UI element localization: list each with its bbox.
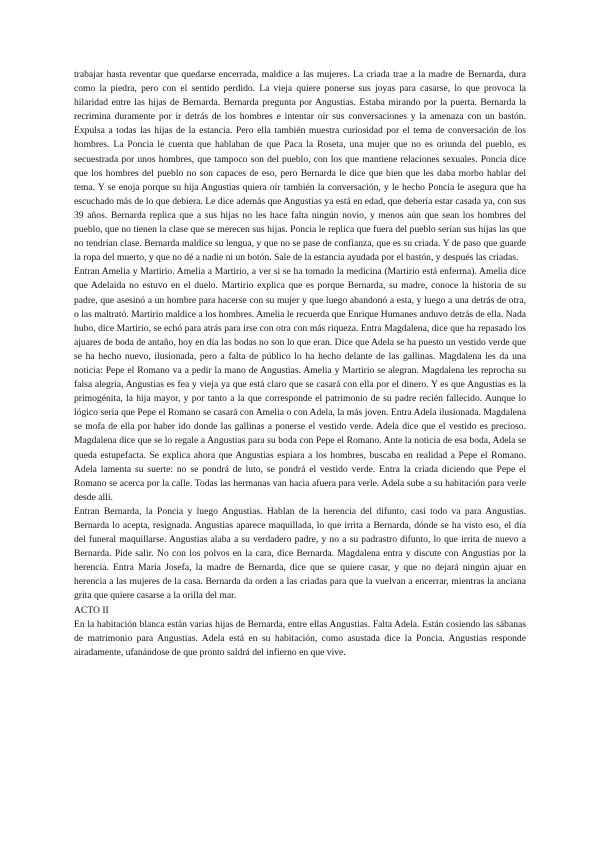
- document-body: [74, 68, 526, 660]
- paragraph-1: trabajar hasta reventar que quedarse encerrada, maldice a las mujeres. La criada trae a la madre de Bernarda, dura como la piedra, pero con el sentido perdido. La vieja quiere ponerse sus joyas para casarse, lo que provoca la hilaridad entre las hijas de Bernarda. Bernarda pregunta por Angustias. Estaba mirando por la puerta. Bernarda la recrimina duramente por ir detrás de los hombres e intentar oír sus conversaciones y la amenaza con un bastón. Expulsa a todas las hijas de la estancia. Pero ella también muestra curiosidad por el tema de conversación de los hombres. La Poncia le cuenta que hablaban de que Paca la Roseta, una mujer que no es oriunda del pueblo, es secuestrada por unos hombres, que tampoco son del pueblo, con los que mantiene relaciones sexuales. Poncia dice que los hombres del pueblo no son capaces de eso, pero Bernarda le dice que bien que les daba morbo hablar del tema. Y se enoja porque su hija Angustias quiera oír también la conversación, y le hecho Poncia le asegura que ha escuchado más de lo que debiera. Le dice además que Angustias ya está en edad, que debería estar casada ya, con sus 39 años. Bernarda replica que a sus hijas no les hace falta ningún novio, y menos aún que sean los hombres del pueblo, que no tienen la clase que se merecen sus hijas. Poncia le replica que fuera del pueblo serían sus hijas las que no tendrían clase. Bernarda maldice su lengua, y que no se pase de confianza, que es su criada. Y de paso que guarde la ropa del muerto, y que no dé a nadie ni un botón. Sale de la estancia ayudada por el bastón, y después las criadas.: [74, 69, 526, 264]
- paragraph-2: Entran Amelia y Martirio. Amelia a Martirio, a ver si se ha tomado la medicina (Martirio está enferma). Amelia dice que Adelaida no estuvo en el duelo. Martirio explica que es porque Bernarda, su madre, conoce la historia de su padre, que asesinó a un hombre para hacerse con su mujer y que luego abandonó a esta, y luego a una detrás de otra, o las maltrató. Martirio maldice a los hombres. Amelia le recuerda que Enrique Humanes anduvo detrás de ella. Nada hubo, dice Martirio, se echó para atrás para irse con otra con más riqueza. Entra Magdalena, dice que ha repasado los ajuares de boda de antaño, hoy en día las bodas no son lo que eran. Dice que Adela se ha puesto un vestido verde que se ha hecho nuevo, ilusionada, pero a falta de público lo ha hecho delante de las gallinas. Magdalena les da una noticia: Pepe el Romano va a pedir la mano de Angustias. Amelia y Martirio se alegran. Magdalena les reprocha su falsa alegría, Angustias es fea y vieja ya que está claro que se casará con ella por el dinero. Y es que Angustias es la primogénita, la hija mayor, y por tanto a la que corresponde el patrimonio de su padre recién fallecido. Aunque lo lógico sería que Pepe el Romano se casará con Amelia o con Adela, la más joven. Entra Adela ilusionada. Magdalena se mofa de ella por haber ido donde las gallinas a ponerse el vestido verde. Adela dice que el vestido es precioso. Magdalena dice que se lo regale a Angustias para su boda con Pepe el Romano. Ante la noticia de esa boda, Adela se queda estupefacta. Se explica ahora que Angustias espiara a los hombres, buscaba en realidad a Pepe el Romano. Adela lamenta su suerte: no se pondrá de luto, se pondrá el vestido verde. Entra la criada diciendo que Pepe el Romano se acerca por la calle. Todas las hermanas van hacia afuera para verle. Adela sube a su habitación para verle desde allí.: [74, 266, 526, 503]
- act-paragraph: En la habitación blanca están varias hijas de Bernarda, entre ellas Angustias. Falta Adela. Están cosiendo las sábanas de matrimonio para Angustias. Adela está en su habitación, como asustada dice la Poncia. Angustias responde airadamente, ufanándose de que pronto saldrá del infierno en que vive.: [74, 618, 526, 658]
- paragraph-3: Entran Bernarda, la Poncia y luego Angustias. Hablan de la herencia del difunto, casi todo va para Angustias. Bernarda lo acepta, resignada. Angustias aparece maquillada, lo que irrita a Bernarda, dónde se ha visto eso, el día del funeral maquillarse. Angustias alaba a su verdadero padre, y no a su padrastro difunto, lo que irrita de nuevo a Bernarda. Pide salir. No con los polvos en la cara, dice Bernarda. Magdalena entra y discute con Angustias por la herencia. Entra María Josefa, la madre de Bernarda, dice que se quiere casar, y que no dejará ningún ajuar en herencia a las mujeres de la casa. Bernarda da orden a las criadas para que la vuelvan a encerrar, mientras la anciana grita que quiere casarse a la orilla del mar.: [74, 505, 526, 602]
- act-heading: ACTO II: [74, 604, 109, 616]
